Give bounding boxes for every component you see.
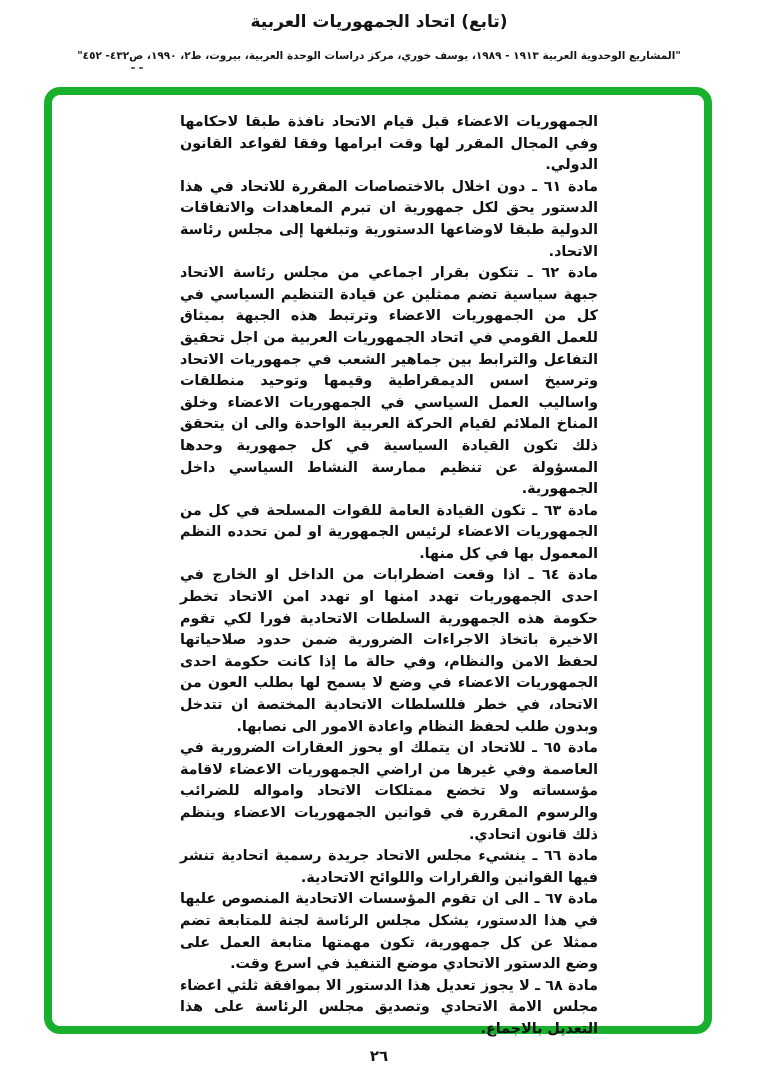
article-61-paragraph: مادة ٦١ ـ دون اخلال بالاختصاصات المقررة للاتحاد في هذا الدستور يحق لكل جمهورية ان تبرم المعاهدات والاتفاقات الدولية طبقا لاوضاعها الدستورية وتبلغها إلى مجلس رئاسة الاتحاد. <box>180 178 598 260</box>
article-66-paragraph: مادة ٦٦ ـ ينشيء مجلس الاتحاد جريدة رسمية اتحادية تنشر فيها القوانين والقرارات واللوائح الاتحادية. <box>180 848 598 886</box>
article-62-paragraph: مادة ٦٢ ـ تتكون بقرار اجماعي من مجلس رئاسة الاتحاد جبهة سياسية تضم ممثلين عن قيادة التنظيم السياسي في كل من الجمهوريات الاعضاء وترتبط هذه الجبهة بميثاق للعمل القومي في اتحاد الجمهوريات العربية من اجل تحقيق التفاعل والترابط بين جماهير الشعب في جمهوريات الاتحاد وترسيخ اسس الديمقراطية وقيمها وتوحيد منطلقات واساليب العمل السياسي في الجمهوريات الاعضاء وخلق المناخ الملائم لقيام الحركة العربية الواحدة والى ان يتحقق ذلك تكون القيادة السياسية في كل جمهورية وحدها المسؤولة عن تنظيم ممارسة النشاط السياسي داخل الجمهورية. <box>180 265 598 498</box>
continuation-paragraph: الجمهوريات الاعضاء قبل قيام الاتحاد نافذة طبقا لاحكامها وفي المجال المقرر لها وقت ابرامها وفقا لقواعد القانون الدولي. <box>180 114 598 174</box>
article-64-paragraph: مادة ٦٤ ـ اذا وقعت اضطرابات من الداخل او الخارج في احدى الجمهوريات تهدد امنها او تهدد امن الاتحاد تخطر حكومة هذه الجمهورية السلطات الاتحادية فورا لكي تقوم الاخيرة باتخاذ الاجراءات الضرورية ضمن حدود صلاحياتها لحفظ الامن والنظام، وفي حالة ما إذا كانت حكومة احدى الجمهوريات الاعضاء في وضع لا يسمح لها بطلب العون من الاتحاد، في خطر فللسلطات الاتحادية المختصة ان تتدخل وبدون طلب لحفظ النظام واعادة الامور الى نصابها. <box>180 567 598 735</box>
page-title: (تابع) اتحاد الجمهوريات العربية <box>250 12 508 32</box>
article-65-paragraph: مادة ٦٥ ـ للاتحاد ان يتملك او يحوز العقارات الضرورية في العاصمة وفي غيرها من اراضي الجمهوريات الاعضاء لاقامة مؤسساته ولا تخضع ممتلكات الاتحاد وامواله للضرائب والرسوم المقررة في قوانين الجمهوريات الاعضاء وينظم ذلك قانون اتحادي. <box>180 740 598 843</box>
source-citation: "المشاريع الوحدوية العربية ١٩١٣ - ١٩٨٩، يوسف خوري، مركز دراسات الوحدة العربية، بيروت، ط٢، ١٩٩٠، ص٤٣٢- ٤٥٢" <box>77 50 681 62</box>
scan-speckle <box>131 67 143 70</box>
article-68-paragraph: مادة ٦٨ ـ لا يجوز تعديل هذا الدستور الا بموافقة ثلثي اعضاء مجلس الامة الاتحادي وتصديق مجلس الرئاسة على هذا التعديل بالاجماع. <box>180 977 598 1037</box>
article-63-paragraph: مادة ٦٣ ـ تكون القيادة العامة للقوات المسلحة في كل من الجمهوريات الاعضاء لرئيس الجمهورية او لمن تحدده النظم المعمول بها في كل منها. <box>180 502 598 562</box>
article-67-paragraph: مادة ٦٧ ـ الى ان تقوم المؤسسات الاتحادية المنصوص عليها في هذا الدستور، يشكل مجلس الرئاسة لجنة للمتابعة تضم ممثلا عن كل جمهورية، تكون مهمتها متابعة العمل على وضع الدستور الاتحادي موضع التنفيذ في اسرع وقت. <box>180 891 598 973</box>
page-number: ٢٦ <box>369 1047 389 1065</box>
document-body <box>180 112 598 1041</box>
